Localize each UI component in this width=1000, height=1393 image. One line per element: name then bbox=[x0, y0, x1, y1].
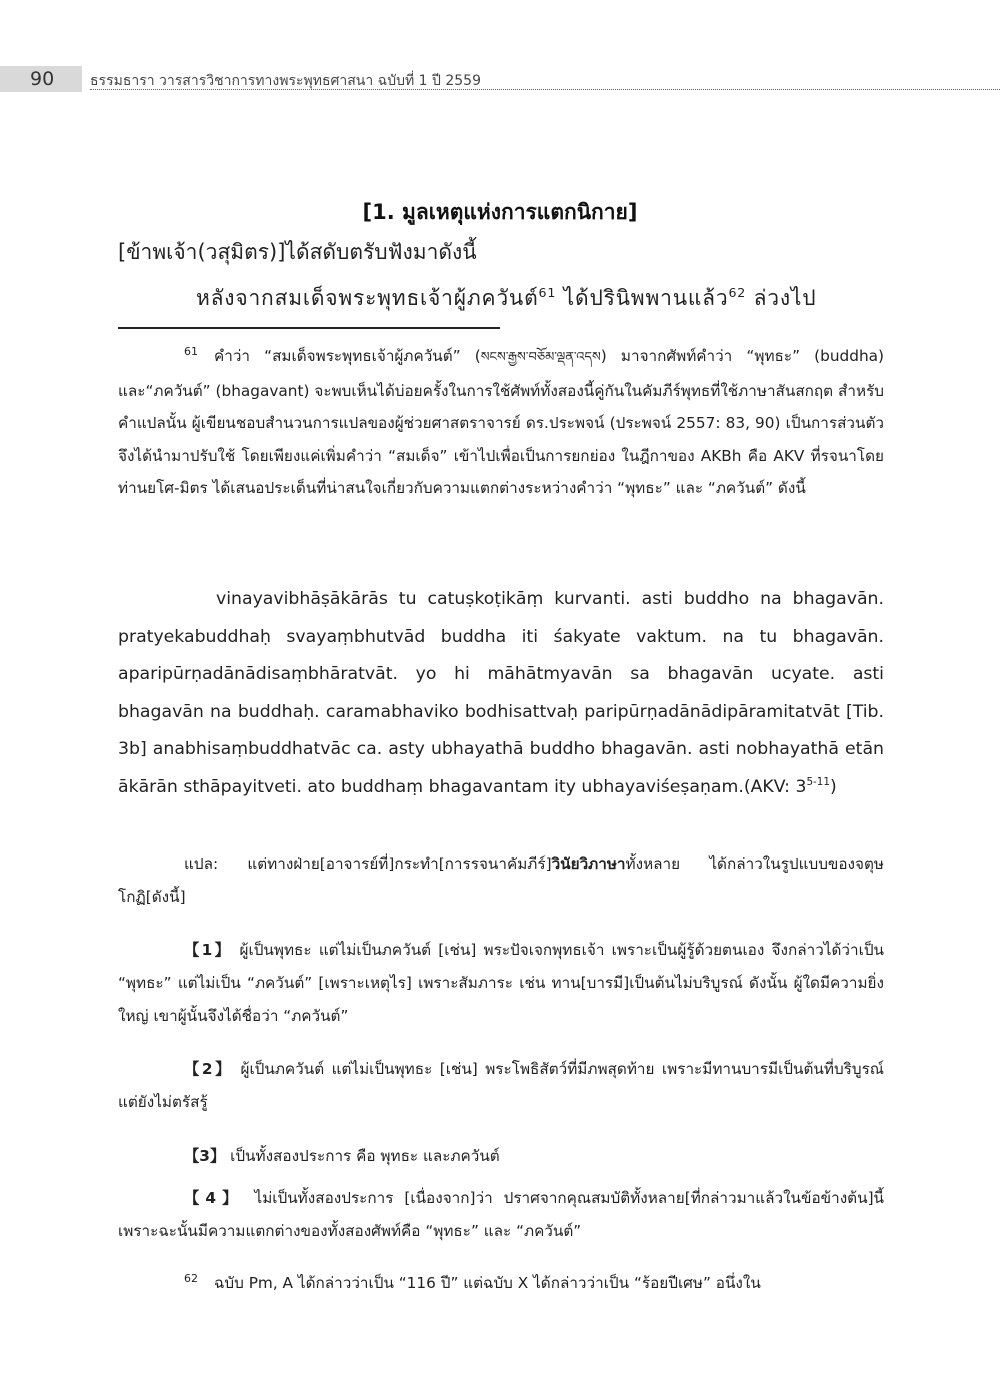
citation-superscript: 5-11 bbox=[806, 775, 830, 788]
translation-text: ผู้เป็นภควันต์ แต่ไม่เป็นพุทธะ [เช่น] พระโพธิสัตว์ที่มีภพสุดท้าย เพราะมีทานบารมีเป็นต้นที่บริบูรณ์ แต่ยังไม่ตรัสรู้ bbox=[118, 1060, 884, 1111]
sanskrit-quotation bbox=[118, 581, 884, 806]
footnote-ref-61[interactable]: 61 bbox=[538, 285, 557, 300]
body-text: ได้ปรินิพพานแล้ว bbox=[556, 286, 729, 310]
translation-item-1 bbox=[118, 934, 884, 1033]
footnote-text: ) มาจากศัพท์คำว่า “พุทธะ” (buddha) และ“ภควันต์” (bhagavant) จะพบเห็นได้บ่อยครั้งในการใช้ศัพท์ทั้งสองนี้คู่กันในคัมภีร์พุทธที่ใช้ภาษาสันสกฤต สำหรับคำแปลนั้น ผู้เขียนชอบสำนวนการแปลของผู้ช่วยศาสตราจารย์ ดร.ประพจน์ (ประพจน์ 2557: 83, 90) เป็นการส่วนตัว จึงได้นำมาปรับใช้ โดยเพียงแค่เพิ่มคำว่า “สมเด็จ” เข้าไปเพื่อเป็นการยกย่อง ในฎีกาของ AKBh คือ AKV ที่รจนาโดยท่านยโศ-มิตร ได้เสนอประเด็นที่น่าสนใจเกี่ยวกับความแตกต่างระหว่างคำว่า “พุทธะ” และ “ภควันต์” ดังนี้ bbox=[118, 347, 884, 497]
footnote-separator bbox=[118, 327, 500, 329]
translation-intro bbox=[118, 848, 884, 914]
footnote-text: ฉบับ Pm, A ได้กล่าวว่าเป็น “116 ปี” แต่ฉบับ X ได้กล่าวว่าเป็น “ร้อยปีเศษ” อนึ่งใน bbox=[214, 1274, 761, 1292]
translation-item-3 bbox=[118, 1140, 884, 1173]
body-text: ล่วงไป bbox=[746, 286, 817, 310]
running-header: ธรรมธารา วารสารวิชาการทางพระพุทธศาสนา ฉบับที่ 1 ปี 2559 bbox=[90, 73, 481, 89]
item-marker: 【4】 bbox=[184, 1189, 244, 1207]
translation-text: เป็นทั้งสองประการ คือ พุทธะ และภควันต์ bbox=[225, 1147, 500, 1165]
translation-text: แปล: แต่ทางฝ่าย[อาจารย์ที่]กระทำ[การรจนาคัมภีร์] bbox=[184, 855, 552, 873]
section-title: [1. มูลเหตุแห่งการแตกนิกาย] bbox=[362, 200, 638, 224]
translation-text: ไม่เป็นทั้งสองประการ [เนื่องจาก]ว่า ปราศจากคุณสมบัติทั้งหลาย[ที่กล่าวมาแล้วในข้อข้างต้น]นี้ เพราะฉะนั้นมีความแตกต่างของทั้งสองศัพท์คือ “พุทธะ” และ “ภควันต์” bbox=[118, 1189, 884, 1240]
footnote-number: 61 bbox=[184, 344, 198, 358]
sanskrit-text: vinayavibhāṣākārās tu catuṣkoṭikāṃ kurvanti. asti buddho na bhagavān. pratyekabuddhaḥ svayaṃbhutvād buddha iti śakyate vaktum. na tu bhagavān. aparipūrṇadānādisaṃbhāratvāt. yo hi māhātmyavān sa bhagavān ucyate. asti bhagavān na buddhaḥ. caramabhaviko bodhisattvaḥ paripūrṇadānādipāramitatvāt [Tib. 3b] anabhisaṃbuddhatvāc ca. asty ubhayathā buddho bhagavān. asti nobhayathā etān ākārān sthāpayitveti. ato buddhaṃ bhagavantam ity ubhayaviśeṣaṇam.(AKV: 3 bbox=[118, 589, 884, 797]
bold-term: วินัยวิภาษา bbox=[551, 855, 626, 873]
translation-item-2 bbox=[118, 1053, 884, 1119]
item-marker: 【2】 bbox=[184, 1060, 234, 1078]
citation-close: ) bbox=[829, 776, 837, 797]
item-marker: 【3】 bbox=[184, 1147, 226, 1165]
footnote-text: คำว่า “สมเด็จพระพุทธเจ้าผู้ภควันต์” ( bbox=[214, 347, 481, 365]
body-line-2 bbox=[196, 282, 816, 315]
page-number: 90 bbox=[30, 68, 55, 90]
body-text: หลังจากสมเด็จพระพุทธเจ้าผู้ภควันต์ bbox=[196, 286, 539, 310]
tibetan-text: སངས་རྒྱས་བཅོམ་ལྡན་འདས bbox=[480, 350, 601, 365]
footnote-61 bbox=[118, 340, 884, 505]
footnote-ref-62[interactable]: 62 bbox=[728, 285, 747, 300]
item-marker: 【1】 bbox=[184, 941, 233, 959]
body-line-1: [ข้าพเจ้า(วสุมิตร)]ได้สดับตรับฟังมาดังนี้ bbox=[118, 240, 477, 264]
translation-item-4 bbox=[118, 1182, 884, 1248]
footnote-62 bbox=[118, 1267, 884, 1300]
header-dotted-rule bbox=[90, 89, 1000, 90]
translation-text: ผู้เป็นพุทธะ แต่ไม่เป็นภควันต์ [เช่น] พระปัจเจกพุทธเจ้า เพราะเป็นผู้รู้ด้วยตนเอง จึงกล่าวได้ว่าเป็น “พุทธะ” แต่ไม่เป็น “ภควันต์” [เพราะเหตุไร] เพราะสัมภาระ เช่น ทาน[บารมี]เป็นต้นไม่บริบูรณ์ ดังนั้น ผู้ใดมีความยิ่งใหญ่ เขาผู้นั้นจึงได้ชื่อว่า “ภควันต์” bbox=[118, 941, 884, 1025]
footnote-number: 62 bbox=[184, 1271, 198, 1285]
translation-text: ทั้งหลาย ได้กล่าวในรูปแบบของจตุษโกฏิ[ดังนี้] bbox=[118, 855, 885, 906]
